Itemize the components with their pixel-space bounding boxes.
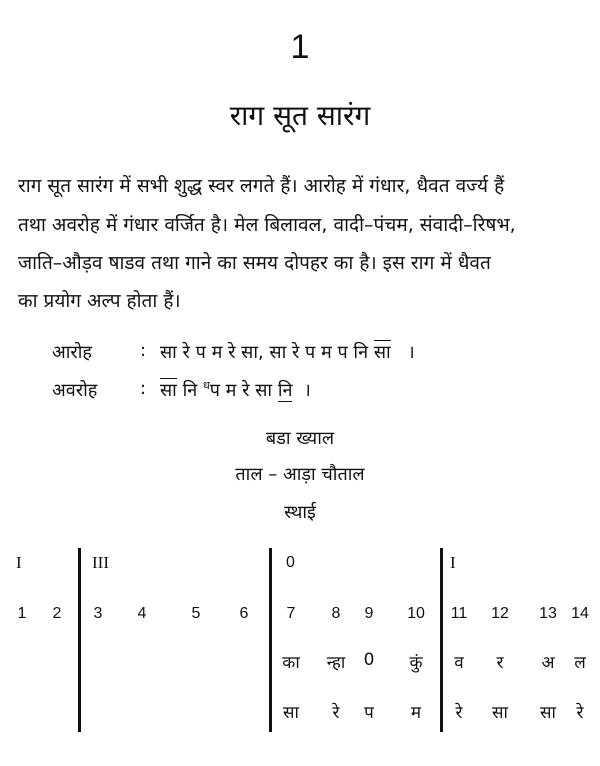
lyric-syllable: ल (574, 653, 586, 673)
avroh-label: अवरोह (52, 380, 98, 401)
beat-number: 14 (571, 605, 589, 622)
vibhag-divider (269, 548, 272, 732)
aroh-tar-sa: सा (373, 342, 391, 363)
beat-number: 7 (286, 605, 296, 622)
beat-number: 6 (239, 605, 249, 622)
paragraph-line: जाति–औड़व षाडव तथा गाने का समय दोपहर का है। इस राग में धैवत (18, 252, 491, 274)
vibhag-divider (440, 548, 443, 732)
avroh-colon: : (140, 378, 147, 399)
raga-title: राग सूत सारंग (229, 99, 371, 132)
tali-mark: I (16, 553, 22, 572)
beat-number: 2 (52, 605, 62, 622)
swar-note: प (364, 703, 374, 723)
swar-note: रे (455, 703, 463, 723)
swar-note: रे (576, 703, 584, 723)
beat-number: 1 (17, 605, 27, 622)
beat-number: 12 (491, 605, 509, 622)
lyric-syllable: कुं (409, 653, 423, 673)
avroh-kan-swar: ध (202, 379, 210, 392)
beat-number: 3 (93, 605, 103, 622)
avroh-tar-sa: सा (160, 380, 177, 401)
beat-number: 9 (364, 605, 374, 622)
chapter-number: 1 (290, 28, 310, 66)
beat-number: 5 (191, 605, 201, 622)
aroh-notes: सा रे प म रे सा, सा रे प म प नि (160, 342, 369, 363)
khali-mark: 0 (286, 554, 295, 571)
vibhag-divider (78, 548, 81, 732)
lyric-syllable: का (282, 653, 300, 673)
avroh-notes: प म रे सा (209, 380, 273, 401)
heading-sthai: स्थाई (284, 502, 316, 523)
lyric-syllable: 0 (363, 650, 375, 670)
swar-note: सा (283, 703, 299, 723)
swar-note: सा (492, 703, 508, 723)
lyric-syllable: न्हा (326, 653, 346, 673)
avroh-mandra-ni: नि (277, 380, 293, 401)
avroh-end: । (303, 380, 311, 401)
paragraph-line: तथा अवरोह में गंधार वर्जित है। मेल बिलावल, वादी–पंचम, संवादी–रिषभ, (18, 214, 516, 236)
aroh-colon: : (140, 340, 147, 361)
beat-number: 4 (137, 605, 147, 622)
tali-mark: I (450, 553, 456, 572)
heading-taal: ताल – आड़ा चौताल (235, 464, 365, 485)
heading-bada-khyal: बडा ख्याल (265, 428, 335, 449)
beat-number: 8 (331, 605, 341, 622)
tali-mark: III (92, 553, 109, 572)
aroh-label: आरोह (52, 342, 92, 363)
beat-number: 10 (407, 605, 425, 622)
aroh-line (160, 340, 415, 364)
beat-number: 11 (450, 605, 468, 622)
lyric-syllable: र (496, 653, 504, 673)
swar-note: सा (540, 703, 556, 723)
aroh-end: । (407, 342, 415, 363)
paragraph-line: राग सूत सारंग में सभी शुद्ध स्वर लगते हैं। आरोह में गंधार, धैवत वर्ज्य हैं (18, 175, 505, 197)
avroh-line (160, 378, 311, 402)
swar-note: रे (332, 703, 340, 723)
swar-note: म (410, 703, 422, 723)
avroh-ni: नि (182, 380, 198, 401)
lyric-syllable: अ (541, 653, 555, 673)
lyric-syllable: व (454, 653, 464, 673)
beat-number: 13 (539, 605, 557, 622)
paragraph-line: का प्रयोग अल्प होता हैं। (18, 290, 181, 312)
